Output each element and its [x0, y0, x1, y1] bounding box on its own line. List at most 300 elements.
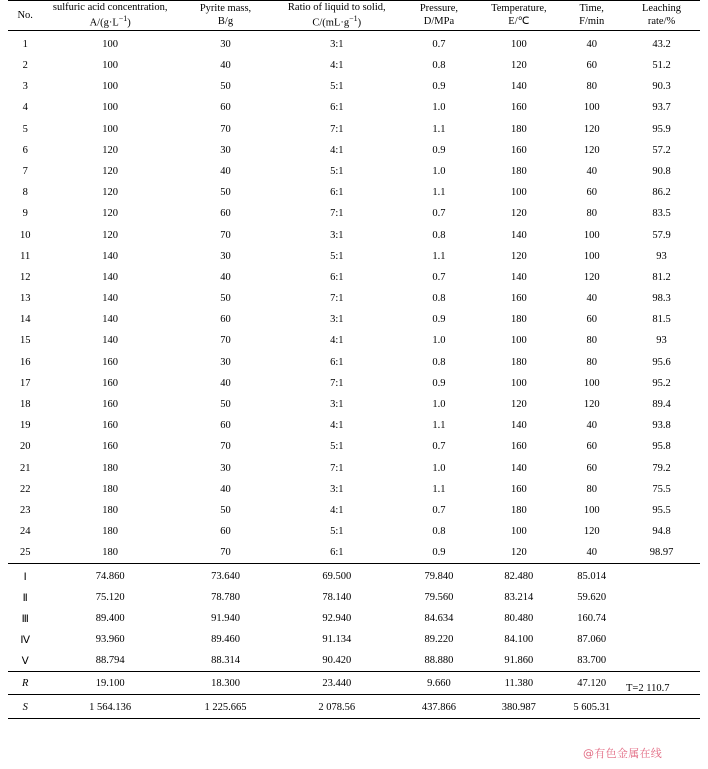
cell-value: 40: [586, 38, 597, 50]
cell-value: 79.2: [652, 462, 671, 474]
cell-value: 7:1: [330, 293, 344, 305]
stats-row: [8, 650, 700, 672]
cell-value: 60: [586, 60, 597, 72]
stats-value: 87.060: [577, 634, 607, 646]
cell-value: 80: [586, 483, 597, 495]
cell-value: 40: [220, 271, 231, 283]
stats-value: 11.380: [477, 672, 560, 695]
header-row: [8, 1, 700, 31]
stats-value: 18.300: [178, 672, 273, 695]
stats-value: 83.700: [577, 655, 607, 667]
cell-value: 7:1: [330, 123, 344, 135]
cell-value: 0.9: [432, 144, 446, 156]
cell-value: 0.7: [432, 208, 446, 220]
cell-value: 0.7: [432, 504, 446, 516]
stats-value: 19.100: [42, 672, 178, 695]
cell-value: 3:1: [330, 38, 344, 50]
stats-row: [8, 564, 700, 588]
cell-value: 93: [656, 335, 667, 347]
cell-value: 100: [583, 504, 600, 516]
cell-value: 57.9: [652, 229, 671, 241]
cell-value: 140: [102, 271, 119, 283]
cell-value: 180: [102, 526, 119, 538]
stats-label: R: [8, 672, 42, 695]
stats-value: 23.440: [273, 672, 400, 695]
cell-value: 100: [510, 526, 527, 538]
cell-value: 100: [510, 187, 527, 199]
cell-no: 19: [19, 420, 31, 432]
cell-value: 95.5: [652, 504, 671, 516]
stats-row: [8, 672, 700, 695]
stats-value: 89.460: [211, 634, 240, 646]
cell-value: 100: [583, 229, 600, 241]
stats-value: [623, 608, 700, 629]
cell-value: 140: [510, 462, 527, 474]
cell-value: 57.2: [652, 144, 671, 156]
cell-value: 1.0: [432, 399, 446, 411]
cell-value: 5:1: [330, 81, 344, 93]
cell-value: 60: [220, 314, 231, 326]
stats-row: [8, 608, 700, 629]
stats-value: 88.880: [424, 655, 454, 667]
cell-value: 140: [510, 229, 527, 241]
cell-no: 14: [19, 314, 31, 326]
cell-value: 98.97: [649, 547, 674, 559]
stats-label: Ⅳ: [20, 634, 31, 646]
cell-value: 120: [583, 123, 600, 135]
cell-value: 40: [220, 165, 231, 177]
cell-value: 1.0: [432, 165, 446, 177]
cell-no: 6: [22, 144, 28, 156]
cell-no: 24: [19, 526, 31, 538]
cell-value: 120: [102, 165, 119, 177]
cell-value: 90.3: [652, 81, 671, 93]
cell-value: 120: [583, 144, 600, 156]
cell-value: 180: [510, 165, 527, 177]
cell-value: 95.9: [652, 123, 671, 135]
stats-value: 91.860: [504, 655, 534, 667]
table-row: [8, 458, 700, 479]
orthogonal-experiment-table: [8, 0, 700, 719]
cell-value: 98.3: [652, 293, 671, 305]
cell-value: 1.1: [432, 123, 446, 135]
cell-value: 0.9: [432, 377, 446, 389]
stats-label: Ⅱ: [22, 592, 28, 604]
table-row: [8, 76, 700, 97]
stats-value: 79.560: [424, 592, 454, 604]
cell-value: 180: [102, 504, 119, 516]
cell-no: 23: [19, 504, 31, 516]
cell-value: 80: [586, 335, 597, 347]
table-row: [8, 30, 700, 55]
stats-value: [623, 629, 700, 650]
cell-value: 4:1: [330, 504, 344, 516]
cell-value: 7:1: [330, 208, 344, 220]
cell-value: 180: [510, 504, 527, 516]
cell-value: 120: [510, 399, 527, 411]
cell-value: 4:1: [330, 60, 344, 72]
stats-value: 91.134: [322, 634, 352, 646]
table-row: [8, 97, 700, 118]
cell-value: 40: [586, 420, 597, 432]
cell-value: 95.6: [652, 356, 671, 368]
cell-value: 30: [220, 250, 231, 262]
cell-value: 93: [656, 250, 667, 262]
cell-value: 160: [102, 420, 119, 432]
cell-value: 50: [220, 399, 231, 411]
cell-no: 22: [19, 483, 31, 495]
table-row: [8, 119, 700, 140]
cell-value: 120: [583, 526, 600, 538]
cell-value: 140: [102, 335, 119, 347]
cell-value: 0.8: [432, 293, 446, 305]
table-row: [8, 479, 700, 500]
cell-value: 180: [102, 462, 119, 474]
stats-value: 92.940: [322, 613, 352, 625]
cell-value: 100: [583, 102, 600, 114]
cell-value: 60: [586, 462, 597, 474]
stats-row: [8, 695, 700, 719]
cell-value: 160: [510, 483, 527, 495]
cell-value: 1.0: [432, 102, 446, 114]
cell-value: 83.5: [652, 208, 671, 220]
cell-value: 120: [583, 271, 600, 283]
stats-value: 84.100: [504, 634, 534, 646]
cell-value: 180: [102, 483, 119, 495]
cell-value: 5:1: [330, 165, 344, 177]
cell-value: 0.9: [432, 81, 446, 93]
cell-value: 100: [102, 60, 119, 72]
table-row: [8, 224, 700, 245]
stats-value: [623, 695, 700, 719]
cell-value: 60: [586, 314, 597, 326]
cell-no: 15: [19, 335, 31, 347]
table-row: [8, 182, 700, 203]
stats-value: 85.014: [560, 564, 623, 588]
cell-value: 180: [510, 314, 527, 326]
cell-value: 1.0: [432, 462, 446, 474]
cell-value: 0.8: [432, 356, 446, 368]
cell-value: 30: [220, 356, 231, 368]
cell-value: 0.8: [432, 60, 446, 72]
cell-value: 120: [510, 547, 527, 559]
cell-value: 81.5: [652, 314, 671, 326]
cell-value: 30: [220, 144, 231, 156]
cell-value: 100: [102, 38, 119, 50]
cell-value: 93.7: [652, 102, 671, 114]
stats-row: [8, 629, 700, 650]
cell-value: 51.2: [652, 60, 671, 72]
cell-value: 100: [102, 102, 119, 114]
stats-label: Ⅴ: [21, 655, 29, 667]
cell-value: 60: [220, 420, 231, 432]
table-row: [8, 373, 700, 394]
cell-value: 6:1: [330, 356, 344, 368]
cell-value: 1.1: [432, 420, 446, 432]
cell-value: 5:1: [330, 441, 344, 453]
cell-value: 160: [102, 399, 119, 411]
stats-value: 1 564.136: [42, 695, 178, 719]
cell-value: 160: [510, 102, 527, 114]
cell-value: 90.8: [652, 165, 671, 177]
stats-value: 79.840: [401, 564, 478, 588]
cell-value: 80: [586, 356, 597, 368]
table-row: [8, 309, 700, 330]
superscript-minus-one: −1: [118, 14, 128, 24]
table-row: [8, 436, 700, 457]
cell-value: 4:1: [330, 420, 344, 432]
cell-value: 30: [220, 462, 231, 474]
cell-value: 43.2: [652, 38, 671, 50]
cell-value: 40: [220, 60, 231, 72]
cell-value: 1.1: [432, 187, 446, 199]
cell-value: 40: [220, 377, 231, 389]
cell-no: 18: [19, 399, 31, 411]
cell-value: 3:1: [330, 399, 344, 411]
table-row: [8, 415, 700, 436]
cell-value: 160: [510, 144, 527, 156]
cell-value: 60: [586, 441, 597, 453]
stats-value: 90.420: [322, 655, 352, 667]
cell-value: 140: [510, 81, 527, 93]
cell-value: 120: [102, 208, 119, 220]
cell-value: 6:1: [330, 187, 344, 199]
table-row: [8, 542, 700, 564]
cell-value: 120: [102, 144, 119, 156]
cell-value: 6:1: [330, 547, 344, 559]
cell-value: 1.1: [432, 250, 446, 262]
cell-no: 8: [22, 187, 28, 199]
cell-value: 160: [102, 356, 119, 368]
stats-value: 69.500: [273, 564, 400, 588]
cell-value: 3:1: [330, 229, 344, 241]
cell-no: 3: [22, 81, 28, 93]
cell-no: 16: [19, 356, 31, 368]
stats-value: 78.140: [322, 592, 352, 604]
stats-label: Ⅲ: [21, 613, 29, 625]
cell-no: 25: [19, 547, 31, 559]
cell-value: 0.7: [432, 38, 446, 50]
cell-value: 89.4: [652, 399, 671, 411]
cell-value: 50: [220, 81, 231, 93]
cell-no: 1: [22, 38, 28, 50]
cell-value: 160: [510, 441, 527, 453]
stats-value: 47.120: [560, 672, 623, 695]
column-header-temperature: Temperature, E/℃: [477, 1, 560, 31]
cell-value: 60: [220, 526, 231, 538]
stats-value: 89.220: [424, 634, 454, 646]
cell-value: 95.8: [652, 441, 671, 453]
table-row: [8, 203, 700, 224]
table-body-experiments: [8, 30, 700, 564]
cell-value: 4:1: [330, 144, 344, 156]
cell-no: 12: [19, 271, 31, 283]
cell-value: 100: [102, 123, 119, 135]
column-header-no: No.: [8, 1, 42, 31]
stats-value: 2 078.56: [273, 695, 400, 719]
stats-value: 74.860: [42, 564, 178, 588]
stats-value: 83.214: [504, 592, 534, 604]
cell-value: 50: [220, 187, 231, 199]
column-header-acid-concentration: sulfuric acid concentration, $A/(g\cdot L^{-1})$: [42, 1, 178, 31]
cell-value: 94.8: [652, 526, 671, 538]
cell-value: 75.5: [652, 483, 671, 495]
stats-label: S: [8, 695, 42, 719]
cell-value: 140: [510, 271, 527, 283]
stats-value: 5 605.31: [560, 695, 623, 719]
table-head: [8, 1, 700, 31]
table-row: [8, 394, 700, 415]
cell-value: 0.7: [432, 441, 446, 453]
stats-value: 88.314: [211, 655, 240, 667]
cell-value: 140: [102, 314, 119, 326]
cell-value: 120: [102, 229, 119, 241]
stats-value: 437.866: [401, 695, 478, 719]
cell-value: 180: [510, 123, 527, 135]
stats-value: 82.480: [477, 564, 560, 588]
table-row: [8, 55, 700, 76]
cell-value: 70: [220, 229, 231, 241]
column-header-pressure: Pressure, D/MPa: [401, 1, 478, 31]
cell-value: 40: [586, 293, 597, 305]
cell-value: 6:1: [330, 271, 344, 283]
cell-no: 10: [19, 229, 31, 241]
cell-value: 70: [220, 123, 231, 135]
cell-no: 21: [19, 462, 31, 474]
cell-value: 3:1: [330, 483, 344, 495]
cell-value: 100: [102, 81, 119, 93]
stats-label: Ⅰ: [8, 564, 42, 588]
stats-value: 93.960: [95, 634, 125, 646]
cell-value: 60: [220, 208, 231, 220]
cell-value: 0.8: [432, 526, 446, 538]
cell-value: 120: [510, 60, 527, 72]
cell-value: 60: [586, 187, 597, 199]
cell-value: 100: [583, 377, 600, 389]
superscript-minus-one: −1: [349, 14, 358, 24]
cell-value: 5:1: [330, 526, 344, 538]
table-row: [8, 267, 700, 288]
cell-no: 20: [19, 441, 31, 453]
cell-value: 86.2: [652, 187, 671, 199]
cell-no: 7: [22, 165, 28, 177]
cell-value: 30: [220, 38, 231, 50]
table-body-statistics: [8, 564, 700, 719]
stats-value: 160.74: [577, 613, 607, 625]
stats-value: [623, 587, 700, 608]
cell-value: 140: [102, 250, 119, 262]
cell-no: 13: [19, 293, 31, 305]
cell-value: 80: [586, 81, 597, 93]
cell-value: 40: [586, 165, 597, 177]
cell-value: 70: [220, 441, 231, 453]
cell-value: 0.9: [432, 314, 446, 326]
cell-value: 0.7: [432, 271, 446, 283]
stats-value: 59.620: [577, 592, 607, 604]
table-row: [8, 352, 700, 373]
cell-value: 40: [220, 483, 231, 495]
cell-value: 0.8: [432, 229, 446, 241]
cell-value: 70: [220, 547, 231, 559]
stats-value: [623, 650, 700, 672]
stats-value: 84.634: [424, 613, 454, 625]
table-row: [8, 246, 700, 267]
table-row: [8, 288, 700, 309]
stats-value: 9.660: [401, 672, 478, 695]
cell-value: 180: [102, 547, 119, 559]
cell-no: 4: [22, 102, 28, 114]
cell-value: 50: [220, 504, 231, 516]
table-row: [8, 140, 700, 161]
stats-value: 80.480: [504, 613, 534, 625]
cell-value: 100: [583, 250, 600, 262]
cell-no: 9: [22, 208, 28, 220]
cell-value: 140: [510, 420, 527, 432]
cell-no: 17: [19, 377, 31, 389]
cell-value: 50: [220, 293, 231, 305]
cell-value: 100: [510, 38, 527, 50]
stats-value: 380.987: [477, 695, 560, 719]
stats-value: 73.640: [178, 564, 273, 588]
cell-no: 2: [22, 60, 28, 72]
cell-value: 1.1: [432, 483, 446, 495]
cell-value: 3:1: [330, 314, 344, 326]
cell-value: 93.8: [652, 420, 671, 432]
cell-value: 100: [510, 335, 527, 347]
stats-value: 89.400: [95, 613, 125, 625]
cell-value: 120: [102, 187, 119, 199]
cell-value: 4:1: [330, 335, 344, 347]
stats-value: 88.794: [95, 655, 125, 667]
stats-value: 91.940: [211, 613, 240, 625]
stats-value: 78.780: [211, 592, 240, 604]
table-row: [8, 330, 700, 351]
cell-value: 80: [586, 208, 597, 220]
column-header-pyrite-mass: Pyrite mass, B/g: [178, 1, 273, 31]
cell-value: 100: [510, 377, 527, 389]
cell-value: 0.9: [432, 547, 446, 559]
cell-value: 120: [510, 208, 527, 220]
column-header-liquid-solid-ratio: Ratio of liquid to solid, $C/(mL\cdot g^{-1})$: [273, 1, 400, 31]
cell-value: 95.2: [652, 377, 671, 389]
cell-value: 160: [102, 441, 119, 453]
stats-row: [8, 587, 700, 608]
stats-value: [623, 564, 700, 588]
cell-value: 40: [586, 547, 597, 559]
watermark-label: @有色金属在线: [583, 747, 663, 760]
cell-value: 1.0: [432, 335, 446, 347]
cell-value: 70: [220, 335, 231, 347]
cell-value: 120: [583, 399, 600, 411]
table-row: [8, 500, 700, 521]
cell-value: 160: [102, 377, 119, 389]
cell-value: 6:1: [330, 102, 344, 114]
stats-value: 75.120: [95, 592, 125, 604]
total-sum-note: T=2 110.7: [626, 683, 670, 694]
cell-value: 5:1: [330, 250, 344, 262]
cell-value: 140: [102, 293, 119, 305]
cell-value: 180: [510, 356, 527, 368]
cell-value: 60: [220, 102, 231, 114]
table-row: [8, 521, 700, 542]
column-header-leaching-rate: Leaching rate/%: [623, 1, 700, 31]
column-header-time: Time, F/min: [560, 1, 623, 31]
cell-value: 120: [510, 250, 527, 262]
table-row: [8, 161, 700, 182]
cell-value: 7:1: [330, 377, 344, 389]
stats-value: 1 225.665: [178, 695, 273, 719]
cell-value: 81.2: [652, 271, 671, 283]
